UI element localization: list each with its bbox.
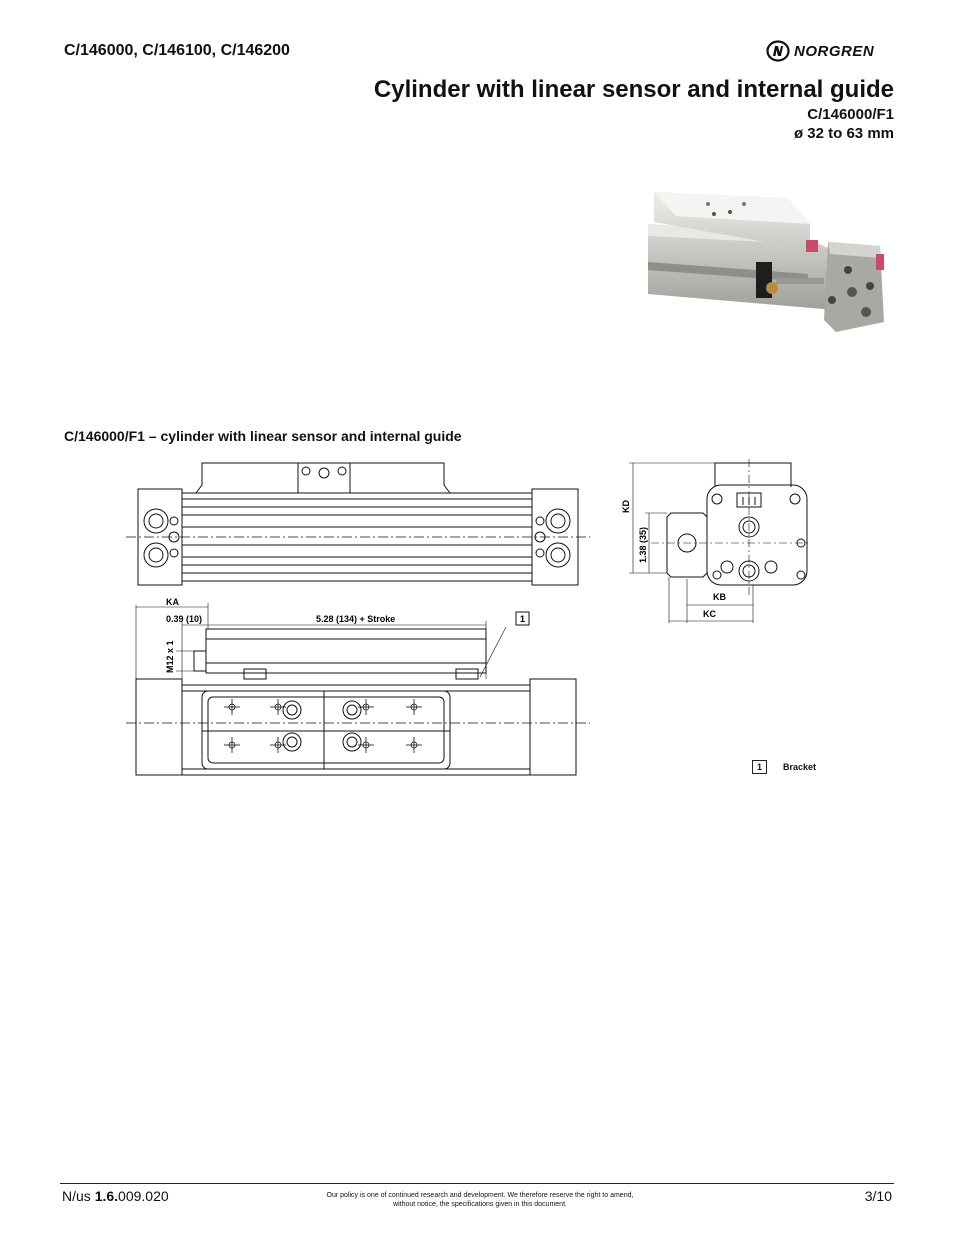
drawing-legend — [752, 760, 816, 774]
bracket-right — [456, 669, 478, 679]
product-photo — [648, 182, 888, 358]
norgren-logo-icon — [766, 40, 790, 62]
bracket-left — [244, 669, 266, 679]
dim-kc-label: KC — [703, 609, 716, 619]
footer-divider — [60, 1183, 894, 1184]
dim-35-label: 1.38 (35) — [638, 526, 648, 563]
dim-010-label: 0.39 (10) — [166, 614, 203, 624]
legend-number: 1 — [752, 760, 767, 774]
series-heading: C/146000, C/146100, C/146200 — [64, 42, 290, 59]
dim-kb-label: KB — [713, 592, 726, 602]
legend-text: Bracket — [783, 762, 817, 772]
model-number: C/146000/F1 — [807, 106, 894, 123]
dim-kd-label: KD — [621, 500, 631, 513]
thread-label: M12 x 1 — [165, 640, 175, 673]
end-view-drawing — [615, 455, 815, 630]
drawing-caption: C/146000/F1 – cylinder with linear sensor and internal guide — [64, 428, 462, 444]
bore-range: ø 32 to 63 mm — [793, 125, 894, 142]
left-end-cap-side — [136, 679, 182, 775]
page-title: Cylinder with linear sensor and internal guide — [373, 76, 894, 103]
document-reference: N/us 1.6.009.020 — [62, 1188, 169, 1204]
end-view-sensor — [667, 513, 707, 577]
dim-ka-label: KA — [166, 597, 179, 607]
policy-notice: Our policy is one of continued research and development. We therefore reserve the right to amend, without notice, the specifications given in this document. — [326, 1192, 634, 1208]
callout-number: 1 — [520, 614, 526, 624]
norgren-logo — [766, 38, 900, 64]
dim-stroke-label: 5.28 (134) + Stroke — [316, 614, 396, 624]
right-end-cap-side — [530, 679, 576, 775]
linear-sensor — [206, 629, 486, 673]
brand-name: NORGREN — [794, 42, 875, 60]
page-number: 3/10 — [864, 1188, 892, 1204]
